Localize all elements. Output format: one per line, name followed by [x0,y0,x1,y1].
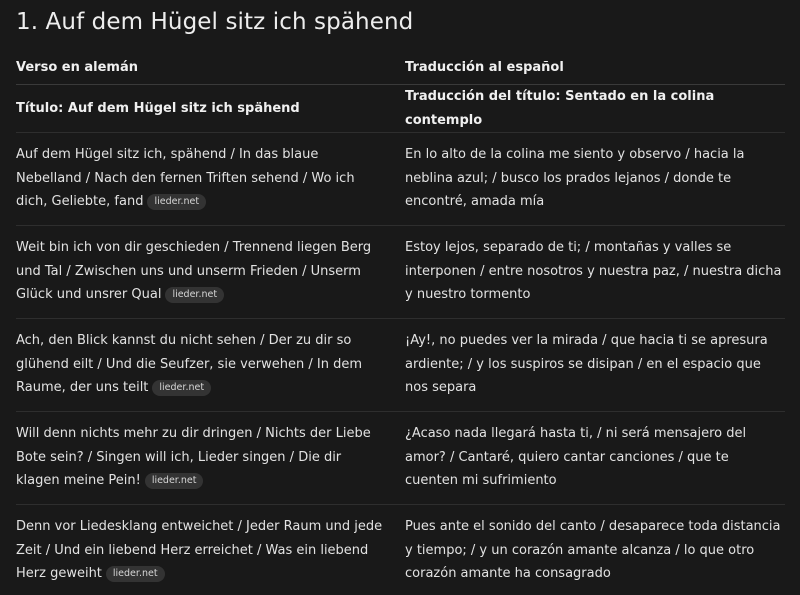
verse-spanish-cell: En lo alto de la colina me siento y observo / hacia la neblina azul; / busco los prados lejanos / donde te encontré, amada mía [405,133,785,226]
verse-german-text: Auf dem Hügel sitz ich, spähend / In das blaue Nebelland / Nach den fernen Triften sehend / Wo ich dich, Geliebte, fand [16,147,355,209]
verse-spanish-cell: ¡Ay!, no puedes ver la mirada / que hacia ti se apresura ardiente; / y los suspiros se disipan / en el espacio que nos separa [405,319,785,412]
header-spanish: Traducción al español [405,50,785,85]
table-row [16,319,785,412]
source-badge[interactable]: lieder.net [106,566,165,582]
translation-table [16,50,785,595]
verse-german-cell [16,133,405,226]
verse-german-cell [16,505,405,595]
verse-german-text: Will denn nichts mehr zu dir dringen / Nichts der Liebe Bote sein? / Singen will ich, Lieder singen / Die dir klagen meine Pein! [16,426,371,488]
verse-german-cell [16,412,405,505]
verse-spanish-cell: ¿Acaso nada llegará hasta ti, / ni será mensajero del amor? / Cantaré, quiero cantar canciones / que te cuenten mi sufrimiento [405,412,785,505]
table-row [16,226,785,319]
page-title: 1. Auf dem Hügel sitz ich spähend [16,9,414,35]
table-row [16,133,785,226]
verse-german-text: Ach, den Blick kannst du nicht sehen / Der zu dir so glühend eilt / Und die Seufzer, sie verwehen / In dem Raume, der uns teilt [16,333,362,395]
source-badge[interactable]: lieder.net [145,473,204,489]
verse-spanish-cell: Pues ante el sonido del canto / desaparece toda distancia y tiempo; / y un corazón amante alcanza / lo que otro corazón amante ha consagrado [405,505,785,595]
verse-spanish-cell: Estoy lejos, separado de ti; / montañas y valles se interponen / entre nosotros y nuestra paz, / nuestra dicha y nuestro tormento [405,226,785,319]
verse-german-text: Weit bin ich von dir geschieden / Trennend liegen Berg und Tal / Zwischen uns und unserm Frieden / Unserm Glück und unsrer Qual [16,240,372,302]
title-german: Título: Auf dem Hügel sitz ich spähend [16,85,405,133]
source-badge[interactable]: lieder.net [165,287,224,303]
title-spanish: Traducción del título: Sentado en la colina contemplo [405,85,785,133]
verse-german-cell [16,319,405,412]
source-badge[interactable]: lieder.net [147,194,206,210]
verse-german-text: Denn vor Liedesklang entweichet / Jeder Raum und jede Zeit / Und ein liebend Herz erreichet / Was ein liebend Herz geweiht [16,519,383,581]
title-row [16,85,785,133]
table-row [16,412,785,505]
verse-german-cell [16,226,405,319]
table-header-row [16,50,785,85]
table-row [16,505,785,595]
header-german: Verso en alemán [16,50,405,85]
source-badge[interactable]: lieder.net [152,380,211,396]
